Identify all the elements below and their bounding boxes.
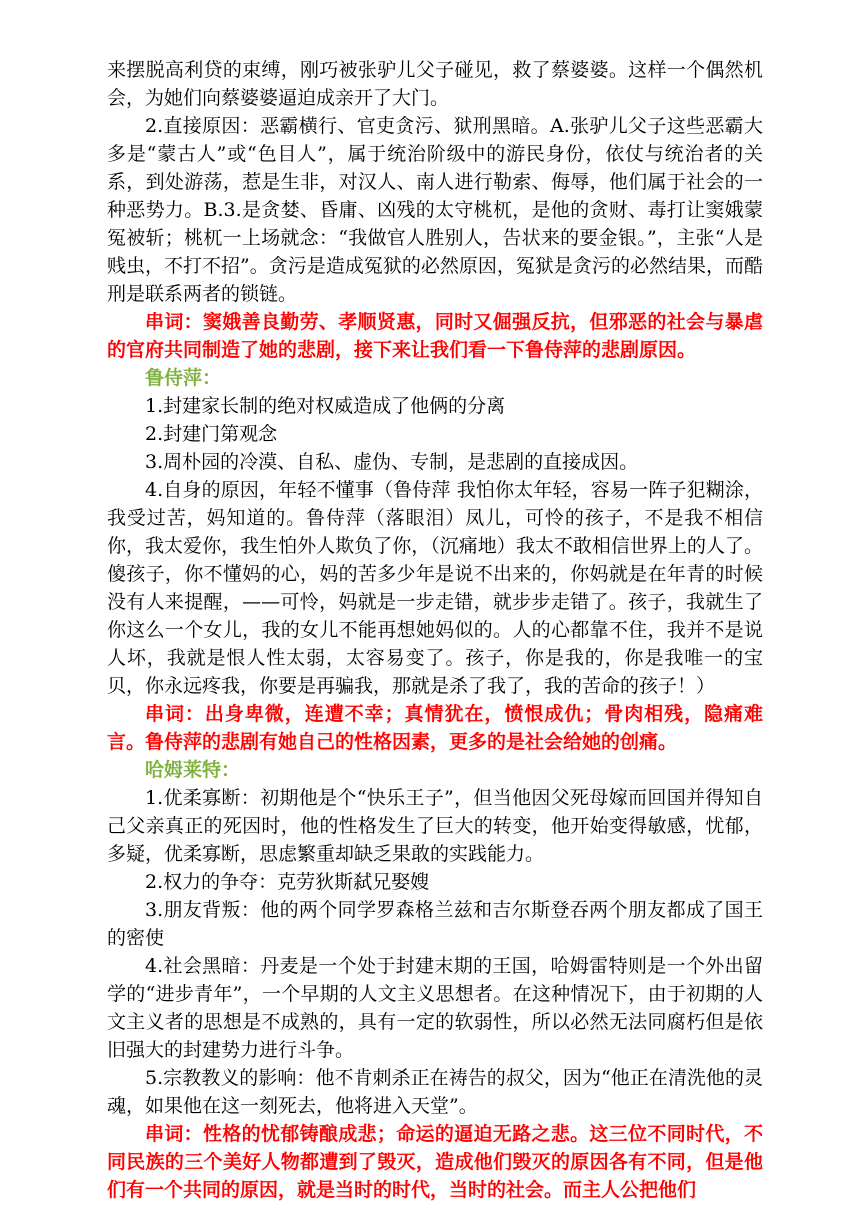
section-heading: 哈姆莱特： — [145, 759, 241, 781]
document-page — [107, 56, 763, 1204]
list-item: 3.周朴园的冷漠、自私、虚伪、专制，是悲剧的直接成因。 — [145, 451, 639, 473]
paragraph: 2.直接原因：恶霸横行、官吏贪污、狱刑黑暗。A.张驴儿父子这些恶霸大多是“蒙古人”或“色目人”，属于统治阶级中的游民身份，依仗与统治者的关系，到处游荡，惹是生非，对汉人、南人进行勒索、侮辱，他们属于社会的一种恶势力。B.3.是贪婪、昏庸、凶残的太守桃杌，是他的贪财、毒打让窦娥蒙冤被斩；桃杌一上场就念：“我做官人胜别人，告状来的要金银。”，主张“人是贱虫，不打不招”。贪污是造成冤狱的必然原因，冤狱是贪污的必然结果，而酷刑是联系两者的锁链。 — [107, 115, 763, 305]
transition-paragraph: 串词：窦娥善良勤劳、孝顺贤惠，同时又倔强反抗，但邪恶的社会与暴虐的官府共同制造了她的悲剧，接下来让我们看一下鲁侍萍的悲剧原因。 — [107, 311, 763, 361]
list-item: 5.宗教教义的影响：他不肯刺杀正在祷告的叔父，因为“他正在清洗他的灵魂，如果他在这一刻死去，他将进入天堂”。 — [107, 1067, 763, 1117]
list-item: 4.社会黑暗：丹麦是一个处于封建末期的王国，哈姆雷特则是一个外出留学的“进步青年”，一个早期的人文主义思想者。在这种情况下，由于初期的人文主义者的思想是不成熟的，具有一定的软弱性，所以必然无法同腐朽但是依旧强大的封建势力进行斗争。 — [107, 955, 763, 1061]
list-item: 1.封建家长制的绝对权威造成了他俩的分离 — [145, 395, 506, 417]
transition-paragraph: 串词：性格的忧郁铸酿成悲；命运的逼迫无路之悲。这三位不同时代，不同民族的三个美好人物都遭到了毁灭，造成他们毁灭的原因各有不同，但是他们有一个共同的原因，就是当时的时代，当时的社会。而主人公把他们 — [107, 1123, 763, 1201]
list-item: 1.优柔寡断：初期他是个“快乐王子”，但当他因父死母嫁而回国并得知自己父亲真正的死因时，他的性格发生了巨大的转变，他开始变得敏感，忧郁，多疑，优柔寡断，思虑繁重却缺乏果敢的实践能力。 — [107, 787, 763, 865]
list-item: 2.权力的争夺：克劳狄斯弑兄娶嫂 — [145, 871, 430, 893]
section-heading: 鲁侍萍： — [145, 367, 222, 389]
paragraph: 来摆脱高利贷的束缚，刚巧被张驴儿父子碰见，救了蔡婆婆。这样一个偶然机会，为她们向蔡婆婆逼迫成亲开了大门。 — [107, 59, 763, 109]
list-item: 2.封建门第观念 — [145, 423, 278, 445]
list-item: 3.朋友背叛：他的两个同学罗森格兰兹和吉尔斯登吞两个朋友都成了国王的密使 — [107, 899, 763, 949]
transition-paragraph: 串词：出身卑微，连遭不幸；真情犹在，愤恨成仇；骨肉相残，隐痛难言。鲁侍萍的悲剧有她自己的性格因素，更多的是社会给她的创痛。 — [107, 703, 763, 753]
list-item: 4.自身的原因，年轻不懂事（鲁侍萍 我怕你太年轻，容易一阵子犯糊涂，我受过苦，妈知道的。鲁侍萍（落眼泪）凤儿，可怜的孩子，不是我不相信你，我太爱你，我生怕外人欺负了你，（沉痛地）我太不敢相信世界上的人了。傻孩子，你不懂妈的心，妈的苦多少年是说不出来的，你妈就是在年青的时候没有人来提醒，——可怜，妈就是一步走错，就步步走错了。孩子，我就生了你这么一个女儿，我的女儿不能再想她妈似的。人的心都靠不住，我并不是说人坏，我就是恨人性太弱，太容易变了。孩子，你是我的，你是我唯一的宝贝，你永远疼我，你要是再骗我，那就是杀了我了，我的苦命的孩子！） — [107, 479, 763, 697]
